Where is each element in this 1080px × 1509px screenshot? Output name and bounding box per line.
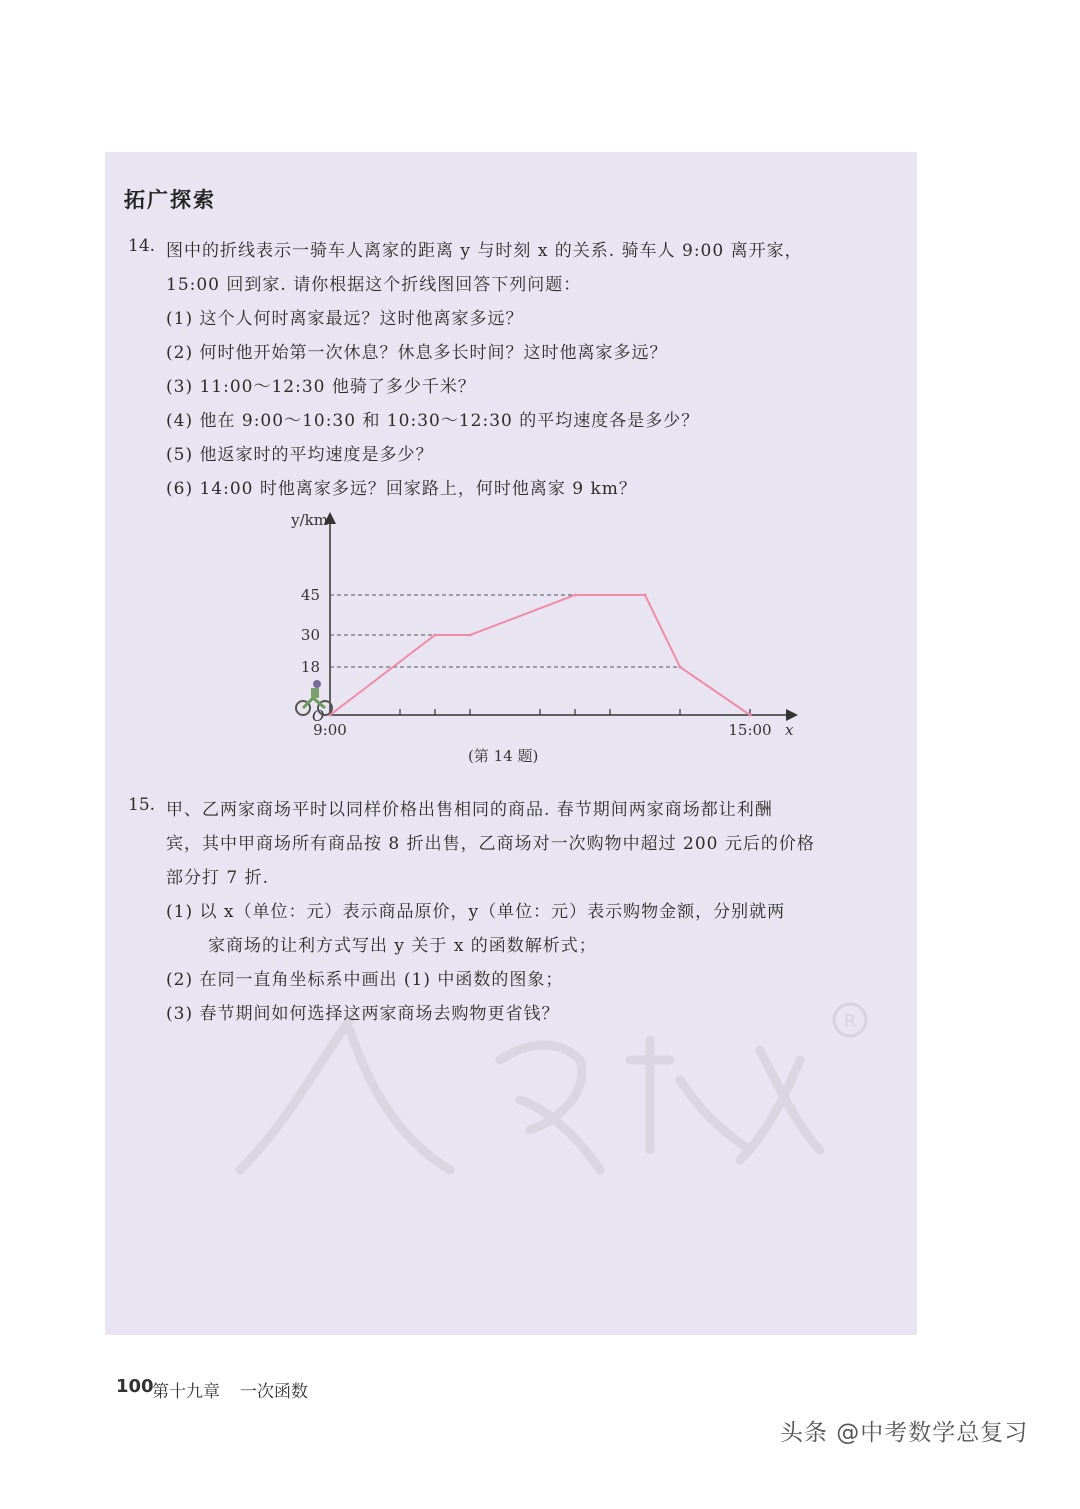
- q14-part-6: (6) 14:00 时他离家多远？回家路上，何时他离家 9 km？: [166, 479, 637, 499]
- q14-part-2: (2) 何时他开始第一次休息？休息多长时间？这时他离家多远？: [166, 343, 668, 363]
- q15-part2: (2) 在同一直角坐标系中画出 (1) 中函数的图象；: [166, 970, 564, 990]
- data-point-3: [574, 594, 577, 597]
- chapter-label: [152, 1377, 308, 1402]
- origin-label: O: [312, 707, 325, 725]
- distance-line-series: [330, 595, 750, 715]
- section-title: 拓广探索: [124, 188, 216, 212]
- y-tick-label-45: 45: [300, 586, 320, 604]
- page-number: 100: [116, 1376, 154, 1397]
- chapter-number: 第十九章: [152, 1382, 220, 1402]
- q14-stem-line2: 15:00 回到家. 请你根据这个折线图回答下列问题：: [166, 275, 582, 295]
- data-point-2: [469, 634, 472, 637]
- source-credit: 头条 @中考数学总复习: [780, 1420, 1029, 1446]
- q15-stem-line3: 部分打 7 折.: [166, 868, 270, 888]
- distance-time-chart: [200, 505, 810, 749]
- q14-part-3: (3) 11:00～12:30 他骑了多少千米？: [166, 377, 476, 397]
- x-axis-label: x: [785, 721, 794, 739]
- chart-caption: (第 14 题): [468, 747, 539, 765]
- q15-part3: (3) 春节期间如何选择这两家商场去购物更省钱？: [166, 1004, 560, 1024]
- q15-part1-line2: 家商场的让利方式写出 y 关于 x 的函数解析式；: [208, 936, 597, 956]
- q14-part-1: (1) 这个人何时离家最远？这时他离家多远？: [166, 309, 524, 329]
- x-tick-label-900: 9:00: [313, 721, 347, 739]
- data-point-4: [644, 594, 647, 597]
- data-point-1: [434, 634, 437, 637]
- q14-number: 14.: [128, 236, 156, 256]
- q14-stem-line1: 图中的折线表示一骑车人离家的距离 y 与时刻 x 的关系. 骑车人 9:00 离开家，: [166, 241, 803, 261]
- y-axis-label: y/km: [291, 511, 328, 529]
- q14-part-5: (5) 他返家时的平均速度是多少？: [166, 445, 434, 465]
- q15-part1-line1: (1) 以 x（单位：元）表示商品原价，y（单位：元）表示购物金额，分别就两: [166, 902, 786, 922]
- publisher-watermark: [200, 1000, 880, 1204]
- x-tick-label-1500: 15:00: [728, 721, 772, 739]
- q15-stem-line2: 宾，其中甲商场所有商品按 8 折出售，乙商场对一次购物中超过 200 元后的价格: [166, 834, 815, 854]
- q15-number: 15.: [128, 795, 156, 815]
- y-tick-label-18: 18: [300, 658, 320, 676]
- data-point-5: [679, 666, 682, 669]
- q14-part-4: (4) 他在 9:00～10:30 和 10:30～12:30 的平均速度各是多少？: [166, 411, 700, 431]
- chapter-title: 一次函数: [240, 1382, 308, 1402]
- data-point-6: [749, 714, 752, 717]
- chart-svg: [200, 505, 810, 745]
- y-tick-label-30: 30: [300, 626, 320, 644]
- q15-stem-line1: 甲、乙两家商场平时以同样价格出售相同的商品. 春节期间两家商场都让利酬: [166, 800, 773, 820]
- svg-text:R: R: [843, 1011, 857, 1032]
